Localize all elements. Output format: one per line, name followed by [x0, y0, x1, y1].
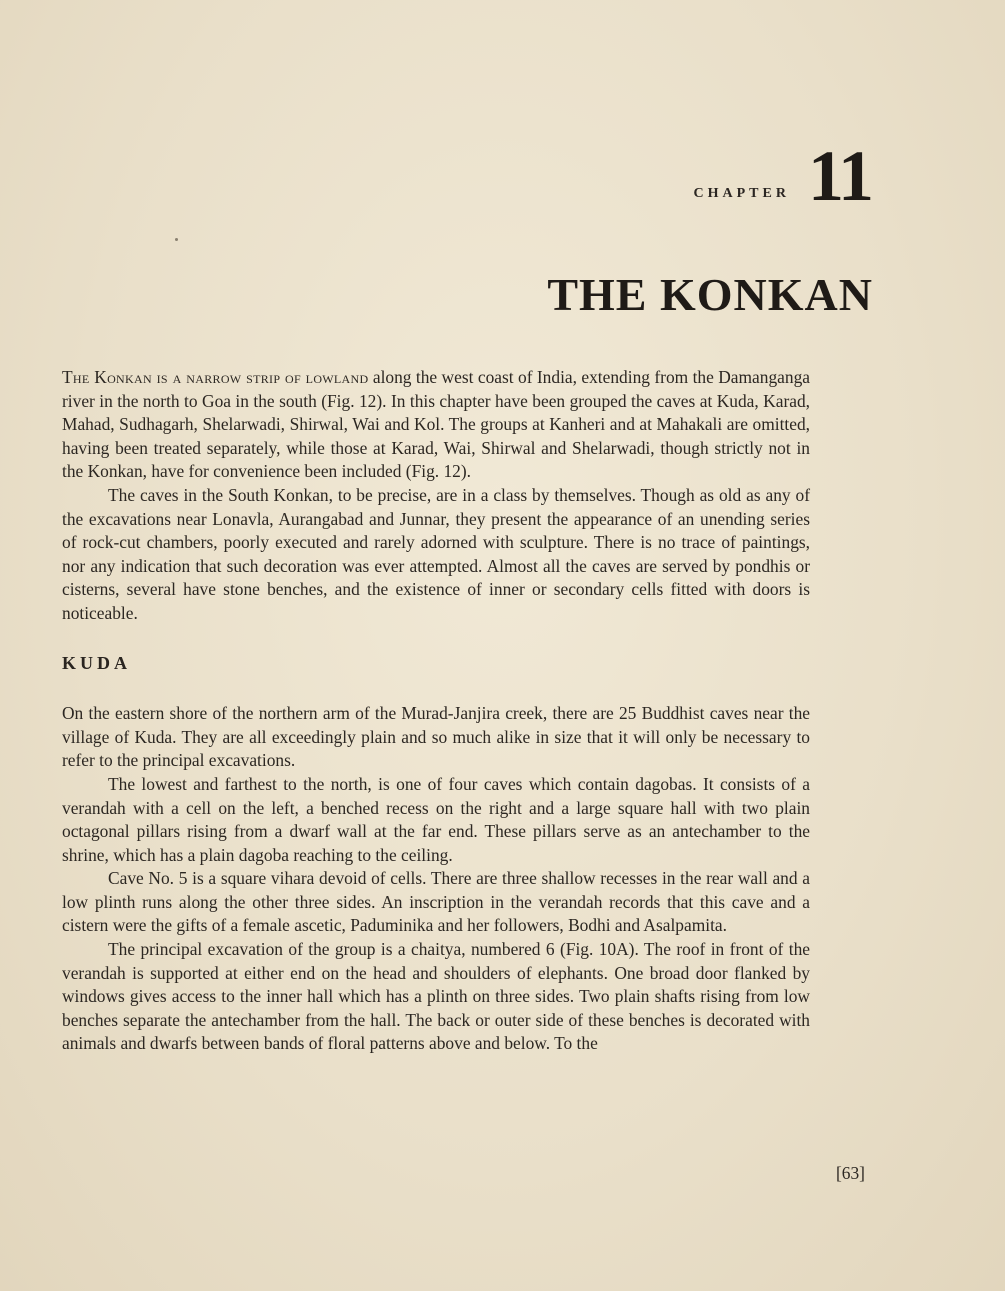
- section-heading-kuda: KUDA: [62, 652, 131, 673]
- kuda-paragraph-1: On the eastern shore of the northern arm of the Murad-Janjira creek, there are 25 Buddhist caves near the village of Kuda. They are all exceedingly plain and so much alike in size that it will only be necessary to refer to the principal excavations.: [62, 703, 810, 771]
- kuda-paragraph-3: Cave No. 5 is a square vihara devoid of cells. There are three shallow recesses in the rear wall and a low plinth runs along the other three sides. An inscription in the verandah records that this cave and a cistern were the gifts of a female ascetic, Paduminika and her followers, Bodhi and Asalpamita.: [62, 868, 810, 936]
- chapter-label: CHAPTER: [693, 186, 790, 201]
- kuda-paragraph-4: The principal excavation of the group is a chaitya, numbered 6 (Fig. 10A). The roof in front of the verandah is supported at either end on the head and shoulders of elephants. One broad door flanked by windows gives access to the inner hall which has a plinth on three sides. Two plain shafts rising from low benches separate the antechamber from the hall. The back or outer side of these benches is decorated with animals and dwarfs between bands of floral patterns above and below. To the: [62, 939, 810, 1054]
- kuda-paragraph-2: The lowest and farthest to the north, is one of four caves which contain dagobas. It consists of a verandah with a cell on the left, a benched recess on the right and a large square hall with two plain octagonal pillars rising from a dwarf wall at the far end. These pillars serve as an antechamber to the shrine, which has a plain dagoba reaching to the ceiling.: [62, 773, 810, 865]
- paper-speck: [175, 238, 178, 241]
- chapter-number: 11: [807, 136, 872, 216]
- intro-paragraph-1: [62, 366, 810, 484]
- page-number: [63]: [836, 1163, 865, 1183]
- intro-paragraph-2: The caves in the South Konkan, to be precise, are in a class by themselves. Though as old as any of the excavations near Lonavla, Aurangabad and Junnar, they present the appearance of an unending series of rock-cut chambers, poorly executed and rarely adorned with sculpture. There is no trace of paintings, nor any indication that such decoration was ever attempted. Almost all the caves are served by pondhis or cisterns, several have stone benches, and the existence of inner or secondary cells fitted with doors is noticeable.: [62, 484, 810, 623]
- intro-paragraph-1-text: along the west coast of India, extending from the Damanganga river in the north to Goa in the south (Fig. 12). In this chapter have been grouped the caves at Kuda, Karad, Mahad, Sudhagarh, Shelarwadi, Shirwal, Wai and Kol. The groups at Kanheri and at Mahakali are omitted, having been treated separately, while those at Karad, Wai, Shirwal and Shelarwadi, though strictly not in the Konkan, have for convenience been included (Fig. 12).: [62, 367, 810, 482]
- body-text: [62, 366, 810, 1056]
- chapter-title: THE KONKAN: [547, 269, 873, 320]
- chapter-heading: [693, 136, 872, 216]
- intro-lead-smallcaps: The Konkan is a narrow strip of lowland: [62, 367, 369, 387]
